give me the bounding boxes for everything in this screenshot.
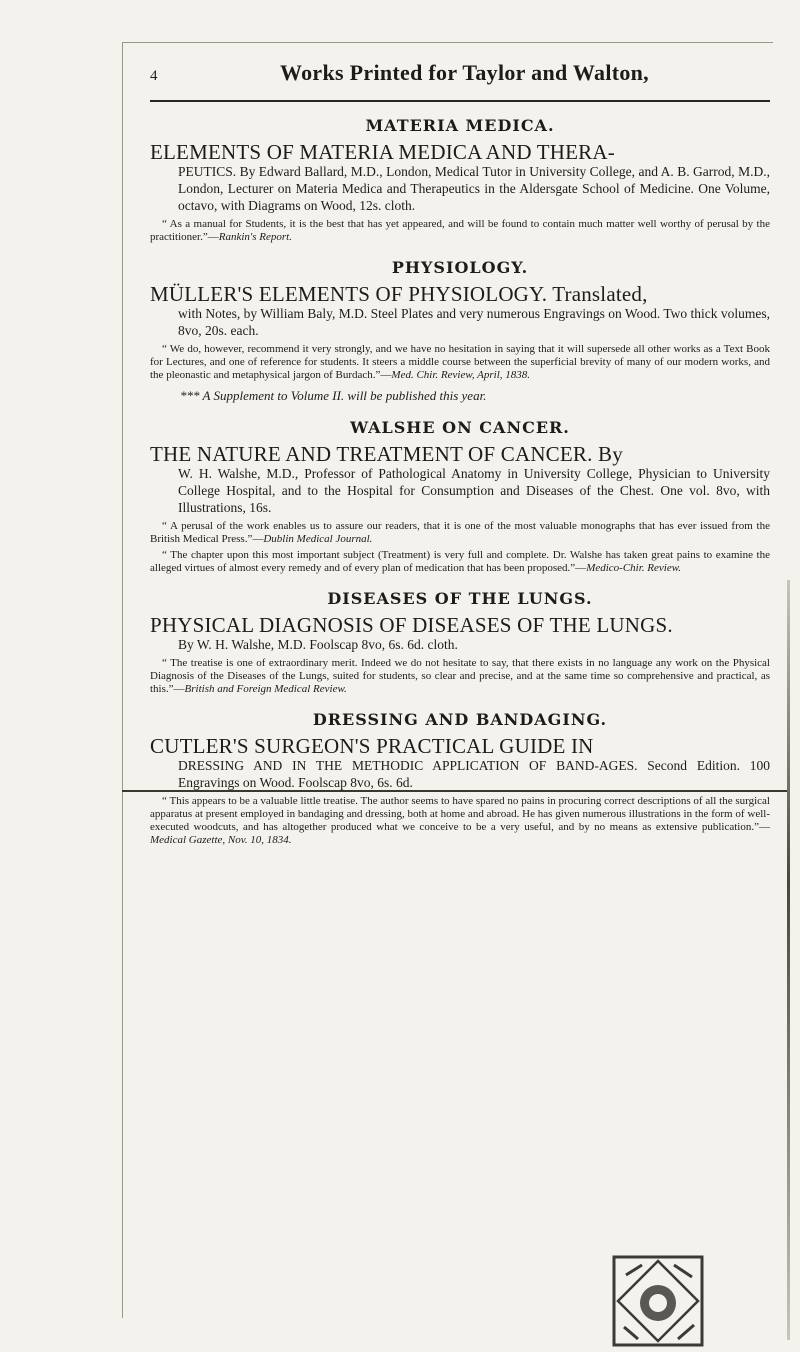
review-quote: “ This appears to be a valuable little treatise. The author seems to have spared no pains in procuring correct descriptions of all the surgical apparatus at present employed in bandaging and dressing, both at home and abroad. He has given numerous illustrations in the form of well-executed woodcuts, and has altogether produced what we conceive to be a very useful, and by no means as extensive publication.”—Medical Gazette, Nov. 10, 1834. <box>150 795 770 846</box>
page-content <box>150 60 770 847</box>
entry-body: By W. H. Walshe, M.D. Foolscap 8vo, 6s. 6d. cloth. <box>178 637 458 652</box>
section-heading: WALSHE ON CANCER. <box>350 418 570 437</box>
entry-title: CUTLER'S SURGEON'S PRACTICAL GUIDE IN <box>150 734 594 758</box>
running-title: Works Printed for Taylor and Walton, <box>280 60 649 85</box>
entry-title: ELEMENTS OF MATERIA MEDICA AND THERA- <box>150 140 615 164</box>
section-diseases-lungs <box>150 589 770 696</box>
review-quote: “ As a manual for Students, it is the best that has yet appeared, and will be found to contain much matter well worthy of perusal by the practitioner.”—Rankin's Report. <box>150 218 770 243</box>
page-number: 4 <box>150 68 158 84</box>
entry-body: PEUTICS. By Edward Ballard, M.D., London, Medical Tutor in University College, and A. B. Garrod, M.D., London, Lecturer on Materia Medica and Therapeutics in the Aldersgate School of Medicine. One Volume, octavo, with Diagrams on Wood, 12s. cloth. <box>178 164 770 213</box>
entry-body: with Notes, by William Baly, M.D. Steel Plates and very numerous Engravings on Wood. Two thick volumes, 8vo, 20s. each. <box>178 306 770 338</box>
page-right-edge <box>787 580 790 1340</box>
section-walshe-cancer <box>150 418 770 575</box>
section-heading: PHYSIOLOGY. <box>391 258 529 277</box>
entry-body: DRESSING AND IN THE METHODIC APPLICATION OF BAND-AGES. Second Edition. 100 Engravings on Wood. Foolscap 8vo, 6s. 6d. <box>178 758 770 790</box>
review-quote: “ We do, however, recommend it very strongly, and we have no hesitation in saying that it will supersede all other works as a Text Book for Lectures, and one of reference for students. It steers a middle course between the superficial brevity of many of our modern works, and the pleonastic and metaphysical jargon of Burdach.”—Med. Chir. Review, April, 1838. <box>150 343 770 381</box>
section-heading: DISEASES OF THE LUNGS. <box>327 589 593 608</box>
section-physiology <box>150 258 770 404</box>
section-heading: DRESSING AND BANDAGING. <box>312 710 608 729</box>
library-stamp-icon <box>612 1255 704 1347</box>
running-head <box>150 60 770 102</box>
entry-title: PHYSICAL DIAGNOSIS OF DISEASES OF THE LUNGS. <box>150 613 673 637</box>
entry-body: W. H. Walshe, M.D., Professor of Pathological Anatomy in University College, Physician to University College Hospital, and to the Hospital for Consumption and Diseases of the Chest. One vol. 8vo, with Illustrations, 16s. <box>178 466 770 515</box>
section-dressing-bandaging <box>150 710 770 847</box>
review-quote: “ The treatise is one of extraordinary merit. Indeed we do not hesitate to say, that there exists in no language any work on the Physical Diagnosis of the Diseases of the Lungs, suited for students, so clear and precise, and at the same time so comprehensive and practical, as this.”—British and Foreign Medical Review. <box>150 657 770 695</box>
review-quote: “ The chapter upon this most important subject (Treatment) is very full and complete. Dr. Walshe has taken great pains to examine the alleged virtues of almost every remedy and of every plan of medication that has been proposed.”—Medico-Chir. Review. <box>150 549 770 574</box>
entry-title: MÜLLER'S ELEMENTS OF PHYSIOLOGY. Translated, <box>150 282 648 306</box>
review-quote: “ A perusal of the work enables us to assure our readers, that it is one of the most valuable monographs that has ever issued from the British Medical Press.”—Dublin Medical Journal. <box>150 520 770 545</box>
supplement-note: *** A Supplement to Volume II. will be published this year. <box>180 388 487 403</box>
entry-title: THE NATURE AND TREATMENT OF CANCER. By <box>150 442 623 466</box>
section-heading: MATERIA MEDICA. <box>365 116 555 135</box>
section-materia-medica <box>150 116 770 244</box>
